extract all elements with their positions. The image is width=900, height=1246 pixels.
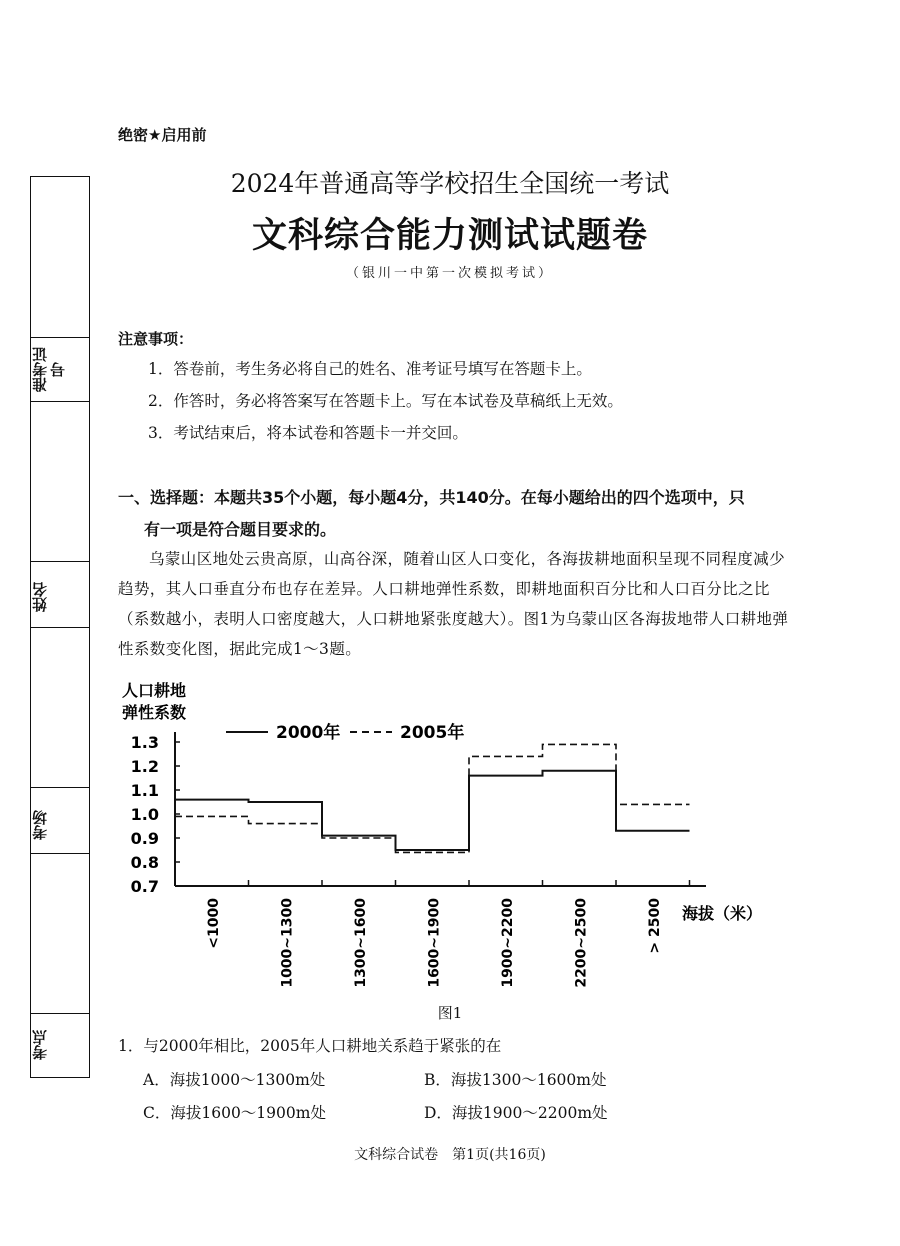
strip-label-site: 考点 xyxy=(31,1030,49,1060)
strip-label-room: 考场 xyxy=(31,810,49,840)
page-footer: 文科综合试卷 第1页(共16页) xyxy=(354,1147,546,1163)
x-tick-label: > 2500 xyxy=(646,898,663,954)
secret-mark: 绝密★启用前 xyxy=(118,126,207,144)
strip-divider xyxy=(31,337,89,338)
main-title: 文科综合能力测试试题卷 xyxy=(251,216,648,256)
series-line-solid xyxy=(175,771,690,850)
question-1-option-b: B．海拔1300～1600m处 xyxy=(424,1071,607,1089)
x-axis-label: 海拔（米） xyxy=(682,904,763,923)
y-tick-label: 0.8 xyxy=(130,853,159,872)
section-heading-line1: 一、选择题：本题共35个小题，每小题4分，共140分。在每小题给出的四个选项中，只 xyxy=(118,488,745,507)
series-line-dashed xyxy=(175,744,690,852)
legend-label-2005: 2005年 xyxy=(400,723,465,743)
chart-svg xyxy=(118,676,778,996)
strip-divider xyxy=(31,401,89,402)
notice-heading: 注意事项： xyxy=(118,330,194,348)
question-1-option-d: D．海拔1900～2200m处 xyxy=(424,1104,608,1122)
strip-divider xyxy=(31,627,89,628)
x-tick-label: 1000~1300 xyxy=(279,898,296,988)
section-heading xyxy=(118,482,798,546)
sub-title: （银川一中第一次模拟考试） xyxy=(345,266,554,281)
y-tick-label: 0.7 xyxy=(130,877,159,896)
x-tick-label: 1300~1600 xyxy=(352,898,369,988)
strip-divider xyxy=(31,853,89,854)
question-1-option-a: A．海拔1000～1300m处 xyxy=(143,1071,326,1089)
y-axis-label-line2: 弹性系数 xyxy=(122,703,187,722)
question-1-option-c: C．海拔1600～1900m处 xyxy=(143,1104,326,1122)
section-heading-line2: 有一项是符合题目要求的。 xyxy=(144,520,337,539)
exam-title: 2024年普通高等学校招生全国统一考试 xyxy=(230,169,670,198)
question-1-stem: 1．与2000年相比，2005年人口耕地关系趋于紧张的在 xyxy=(118,1037,502,1055)
y-tick-label: 1.1 xyxy=(130,781,159,800)
binding-strip xyxy=(30,176,90,1078)
x-tick-label: 2200~2500 xyxy=(573,898,590,988)
strip-label-admission-number: 准考证号 xyxy=(31,347,67,393)
legend-label-2000: 2000年 xyxy=(276,723,341,743)
y-tick-label: 1.3 xyxy=(130,733,159,752)
elasticity-chart xyxy=(118,676,778,1000)
x-tick-label: <1000 xyxy=(205,898,222,949)
notice-item: 3．考试结束后，将本试卷和答题卡一并交回。 xyxy=(148,424,468,442)
strip-divider xyxy=(31,787,89,788)
strip-divider xyxy=(31,561,89,562)
intro-paragraph: 乌蒙山区地处云贵高原，山高谷深，随着山区人口变化，各海拔耕地面积呈现不同程度减少趋势，其人口垂直分布也存在差异。人口耕地弹性系数，即耕地面积百分比和人口百分比之比（系数越小，表明人口密度越大，人口耕地紧张度越大）。图1为乌蒙山区各海拔地带人口耕地弹性系数变化图，据此完成1～3题。 xyxy=(118,550,789,658)
notice-item: 2．作答时，务必将答案写在答题卡上。写在本试卷及草稿纸上无效。 xyxy=(148,392,623,410)
x-tick-label: 1600~1900 xyxy=(426,898,443,988)
strip-label-name: 姓名 xyxy=(31,582,49,612)
notice-item: 1．答卷前，考生务必将自己的姓名、准考证号填写在答题卡上。 xyxy=(148,360,592,378)
figure-caption: 图1 xyxy=(437,1004,463,1022)
x-tick-label: 1900~2200 xyxy=(499,898,516,988)
y-axis-label-line1: 人口耕地 xyxy=(122,681,187,700)
y-tick-label: 1.2 xyxy=(130,757,159,776)
y-tick-label: 1.0 xyxy=(130,805,159,824)
y-tick-label: 0.9 xyxy=(130,829,159,848)
